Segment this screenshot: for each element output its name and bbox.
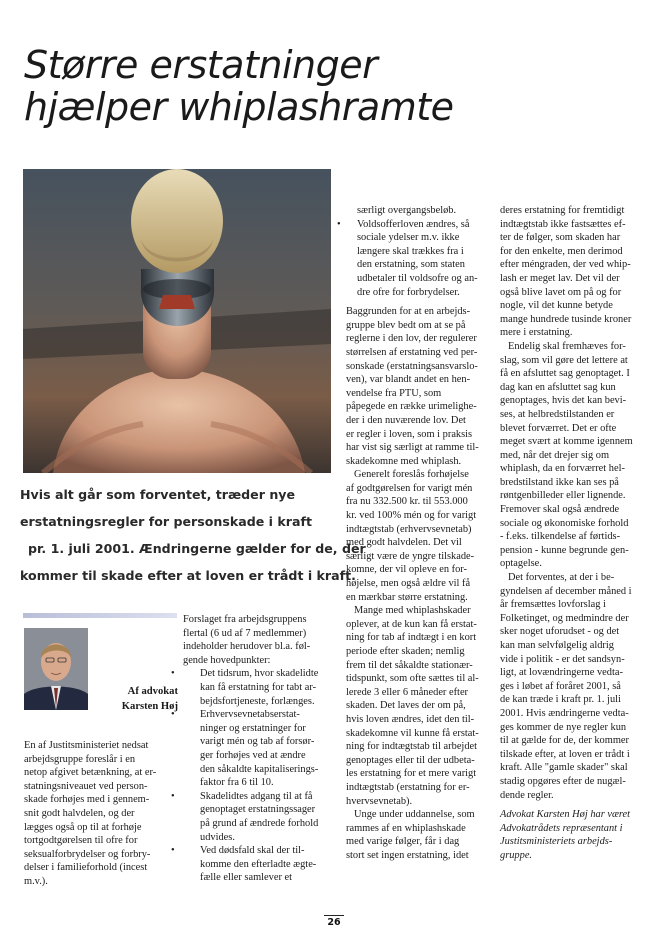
text-line: indtægtstab ikke fastsættes ef- [500, 218, 626, 230]
lead-line: erstatningsregler for personskade i kraft [20, 514, 312, 529]
text-line: fælle eller samlever et [200, 872, 293, 884]
title-line: Større erstatninger [24, 43, 378, 87]
text-line: Justitsministeriets arbejds- [500, 836, 613, 848]
text-line: Advokatrådets repræsentant i [500, 822, 623, 834]
text-line: kan få erstatning for tabt ar- [200, 681, 317, 693]
text-line: • Det tidsrum, hvor skadelidte [183, 667, 333, 681]
text-line: indtægtstab (erhvervsevnetab) [346, 523, 472, 535]
text-line: lerede 3 eller 6 måneder efter [346, 686, 469, 698]
byline-line: Karsten Høj [121, 701, 178, 712]
text-line: Mange med whiplashskader [354, 605, 471, 617]
text-line: en mærkbar større erstatning. [346, 591, 468, 603]
text-line: - f.eks. tilkendelse af førtids- [500, 531, 621, 543]
text-line: dag kan en afsluttet sag kun [500, 381, 616, 393]
article-photo [23, 169, 331, 473]
author-portrait [24, 628, 88, 710]
photo-illustration [23, 169, 331, 473]
text-line: seksualforbrydelser og forbry- [24, 848, 151, 860]
bullet-item [183, 790, 333, 844]
text-line: på grund af ændrede forhold [200, 817, 319, 829]
text-line: Folketinget, og medmindre der [500, 612, 629, 624]
text-line: ter de følger, som skaden har [500, 232, 621, 244]
text-line: gruppe blev bedt om at se på [346, 319, 466, 331]
text-line: komne, der vil opleve en for- [346, 564, 467, 576]
text-line: oplever, at de kun kan få erstat- [346, 618, 477, 630]
text-line: fra nu 332.500 kr. til 553.000 [346, 496, 468, 508]
column-2 [183, 613, 333, 885]
text-line: stort set ingen erstatning, idet [346, 849, 469, 861]
text-line: indtægtstab (erstatning for er- [346, 781, 470, 793]
text-line: også blive lavet om på og for [500, 286, 622, 298]
text-line: snit godt halvdelen, og der [24, 807, 135, 819]
section-rule [23, 613, 177, 618]
text-line: skadekomne vil kunne få erstat- [346, 727, 479, 739]
bullet-item [183, 708, 333, 790]
text-line: ges kommer de nye regler kun [500, 721, 627, 733]
text-line: Det forventes, at der i be- [508, 572, 615, 584]
text-line: reglerne i den lov, der regulerer [346, 333, 477, 345]
author-byline [96, 684, 178, 714]
title-line: hjælper whiplashramte [24, 85, 454, 129]
text-line: • Ved dødsfald skal der til- [183, 844, 333, 858]
text-line: genoptaget erstatningssager [200, 804, 316, 816]
text-line: skaden. Det laves der om på, [346, 700, 466, 712]
text-line: særligt være de yngre tilskade- [346, 550, 475, 562]
text-line: whiplash, da en forværret hel- [500, 463, 625, 475]
article-lead [20, 481, 366, 589]
text-line: ges i løbet af foråret 2001, så [500, 680, 621, 692]
text-line: gruppe. [500, 849, 533, 861]
text-line: udbetaler til voldsofre og an- [357, 272, 478, 284]
text-line: ninger og erstatninger for [200, 722, 306, 734]
text-line: gende hovedpunkter: [183, 654, 271, 666]
text-line: ning for indtægtstab til arbejdet [346, 741, 478, 753]
column-4 [500, 204, 645, 863]
text-line: kan man selvfølgelig aldrig [500, 640, 614, 651]
text-line: Fremover skal også ændrede [500, 504, 620, 516]
text-line: les erstatning for et mere varigt [346, 768, 477, 780]
text-line: tilskade efter, at loven er trådt i [500, 748, 630, 760]
text-line: tortgodtgørelsen til ofre for [24, 835, 138, 847]
text-line: er regler i loven, som i praksis [346, 428, 473, 440]
lead-line: pr. 1. juli 2001. Ændringerne gælder for de, der [28, 541, 366, 556]
text-line: skade forhøjes med i gennem- [24, 794, 150, 806]
text-line: dre ofre for forbrydelser. [357, 286, 460, 298]
text-line: tidspunkt, som ofte sættes til al- [346, 673, 479, 685]
author-photo [24, 628, 88, 710]
text-line: lægges også op til at forhøje [24, 821, 142, 833]
text-line: med, når det drejer sig om [500, 449, 610, 461]
text-line: Unge under uddannelse, som [354, 809, 475, 821]
bullet-item [346, 218, 484, 300]
text-line: få en afsluttet sag genoptaget. I [500, 368, 630, 380]
text-line: periode efter skaden; nemlig [346, 646, 465, 657]
text-line: kraft. Alle "gamle skader" skal [500, 762, 628, 774]
text-line: • Erhvervsevnetabserstat- [183, 708, 333, 722]
text-line: frem til det såkaldte stationær- [346, 659, 473, 671]
text-line: vendelse fra PTU, som [346, 387, 442, 399]
text-line: ven), var blandt andet en hen- [346, 374, 471, 386]
text-line: den såkaldte kapitaliserings- [200, 763, 319, 775]
text-line: lash er meget lav. Det vil der [500, 272, 620, 284]
column-3 [346, 204, 484, 863]
text-line: kr. ved 100% mén og for varigt [346, 510, 477, 522]
text-line: påpegede en række urimelighe- [346, 401, 477, 413]
text-line: Forslaget fra arbejdsgruppens [183, 614, 307, 625]
text-line: arbejdsgruppe foreslår i en [24, 753, 136, 765]
bullet-item [183, 844, 333, 885]
text-line: statningsniveauet ved person- [24, 780, 148, 792]
text-line: bejdsfortjeneste, forlænges. [200, 695, 315, 707]
text-line: særligt overgangsbeløb. [357, 205, 457, 216]
text-line: røntgenbilleder eller lignende. [500, 490, 626, 502]
article-title [24, 44, 454, 128]
column-1 [24, 739, 174, 889]
text-line: slag, som vil gøre det lettere at [500, 354, 628, 366]
text-line: den erstatning, som staten [357, 259, 465, 271]
text-line: netop afgivet betænkning, at er- [24, 767, 157, 779]
text-line: med godt halvdelen. Det vil [346, 537, 462, 549]
text-line: ses, at helbredstilstanden er [500, 408, 615, 420]
text-line: flertal (6 ud af 7 medlemmer) [183, 627, 307, 639]
text-line: mere i erstatning. [500, 327, 573, 339]
text-line: • Skadelidtes adgang til at få [183, 790, 333, 804]
author-note [500, 808, 645, 862]
text-line: nogle, vil det kunne betyde [500, 300, 613, 312]
footer-rule [324, 915, 344, 916]
text-line: størrelsen af erstatning ved per- [346, 346, 478, 358]
text-line: varigt mén og tab af forsør- [200, 736, 315, 748]
text-line: bredstilstand ikke kan ses på [500, 476, 619, 488]
text-line: gyndelsen af december måned i [500, 585, 632, 597]
text-line: vide i politik - er det sandsyn- [500, 653, 625, 665]
text-line: pension - kunne begrunde gen- [500, 544, 629, 556]
text-line: med varige følger, får i dag [346, 836, 460, 848]
text-line: stadig opgøres efter de nugæl- [500, 775, 626, 787]
lead-line: Hvis alt går som forventet, træder nye [20, 487, 296, 502]
text-line: ligt, at lovændringerne vedta- [500, 667, 623, 679]
text-line: efter méngraden, der ved whip- [500, 259, 631, 271]
text-line: deres erstatning for fremtidigt [500, 205, 625, 216]
text-line: skadekomne med whiplash. [346, 455, 462, 467]
text-line: længere skal trækkes fra i [357, 245, 464, 257]
text-line: der i den nuværende lov. Det [346, 414, 466, 426]
lead-line: kommer til skade efter at loven er trådt i kraft. [20, 568, 356, 583]
bullet-item [183, 667, 333, 708]
text-line: meget svært at komme igennem [500, 436, 633, 448]
text-line: af godtgørelsen for varigt mén [346, 482, 473, 494]
text-line: udvides. [200, 831, 235, 843]
text-line: år fremsættes lovforslag i [500, 599, 606, 611]
text-line: Endelig skal fremhæves for- [508, 340, 626, 352]
text-line: for den enkelte, men derimod [500, 245, 623, 257]
text-line: delser i familieforhold (incest [24, 862, 148, 874]
text-line: mange hundrede tusinde kroner [500, 313, 632, 325]
text-line: sker noget uforudset - og det [500, 626, 620, 638]
text-line: sociale ydelser m.v. ikke [357, 232, 460, 244]
text-line: Generelt foreslås forhøjelse [354, 469, 469, 481]
text-line: ger forhøjes ved at ændre [200, 749, 306, 761]
text-line: rammes af en whiplashskade [346, 822, 466, 834]
text-line: sociale og økonomiske forhold [500, 517, 629, 529]
text-line: genoptages, hvis det kan bevi- [500, 395, 627, 407]
text-line: optagelse. [500, 558, 542, 570]
text-line: hvis loven ændres, idet den til- [346, 713, 475, 725]
page-number: 26 [327, 917, 341, 928]
text-line: 2001. Hvis ændringerne vedta- [500, 707, 629, 719]
text-line: hvervsevnetab). [346, 795, 413, 807]
byline-line: Af advokat [127, 686, 178, 697]
text-line: blevet forværret. Det er ofte [500, 422, 617, 434]
text-line: sonskade (erstatningsansvarslo- [346, 360, 478, 372]
text-line: faktor fra 6 til 10. [200, 777, 274, 789]
text-line: Advokat Karsten Høj har været [500, 809, 631, 821]
text-line: komme den efterladte ægte- [200, 858, 317, 870]
text-line: m.v.). [24, 875, 48, 887]
text-line: En af Justitsministeriet nedsat [24, 740, 149, 751]
text-line: • Voldsofferloven ændres, så [346, 218, 484, 232]
text-line: genoptages eller til der udbeta- [346, 754, 475, 766]
text-line: Baggrunden for at en arbejds- [346, 306, 471, 318]
text-line: ning for tab af indtægt i en kort [346, 632, 477, 644]
text-line: til at gælde for de, der kommer [500, 735, 629, 747]
text-line: indeholder herudover bl.a. føl- [183, 641, 311, 653]
text-line: har vist sig særligt at ramme til- [346, 442, 479, 454]
text-line: højelse, men også ældre vil få [346, 578, 471, 590]
text-line: dende regler. [500, 789, 554, 801]
text-line: de kan træde i kraft pr. 1. juli [500, 694, 621, 706]
